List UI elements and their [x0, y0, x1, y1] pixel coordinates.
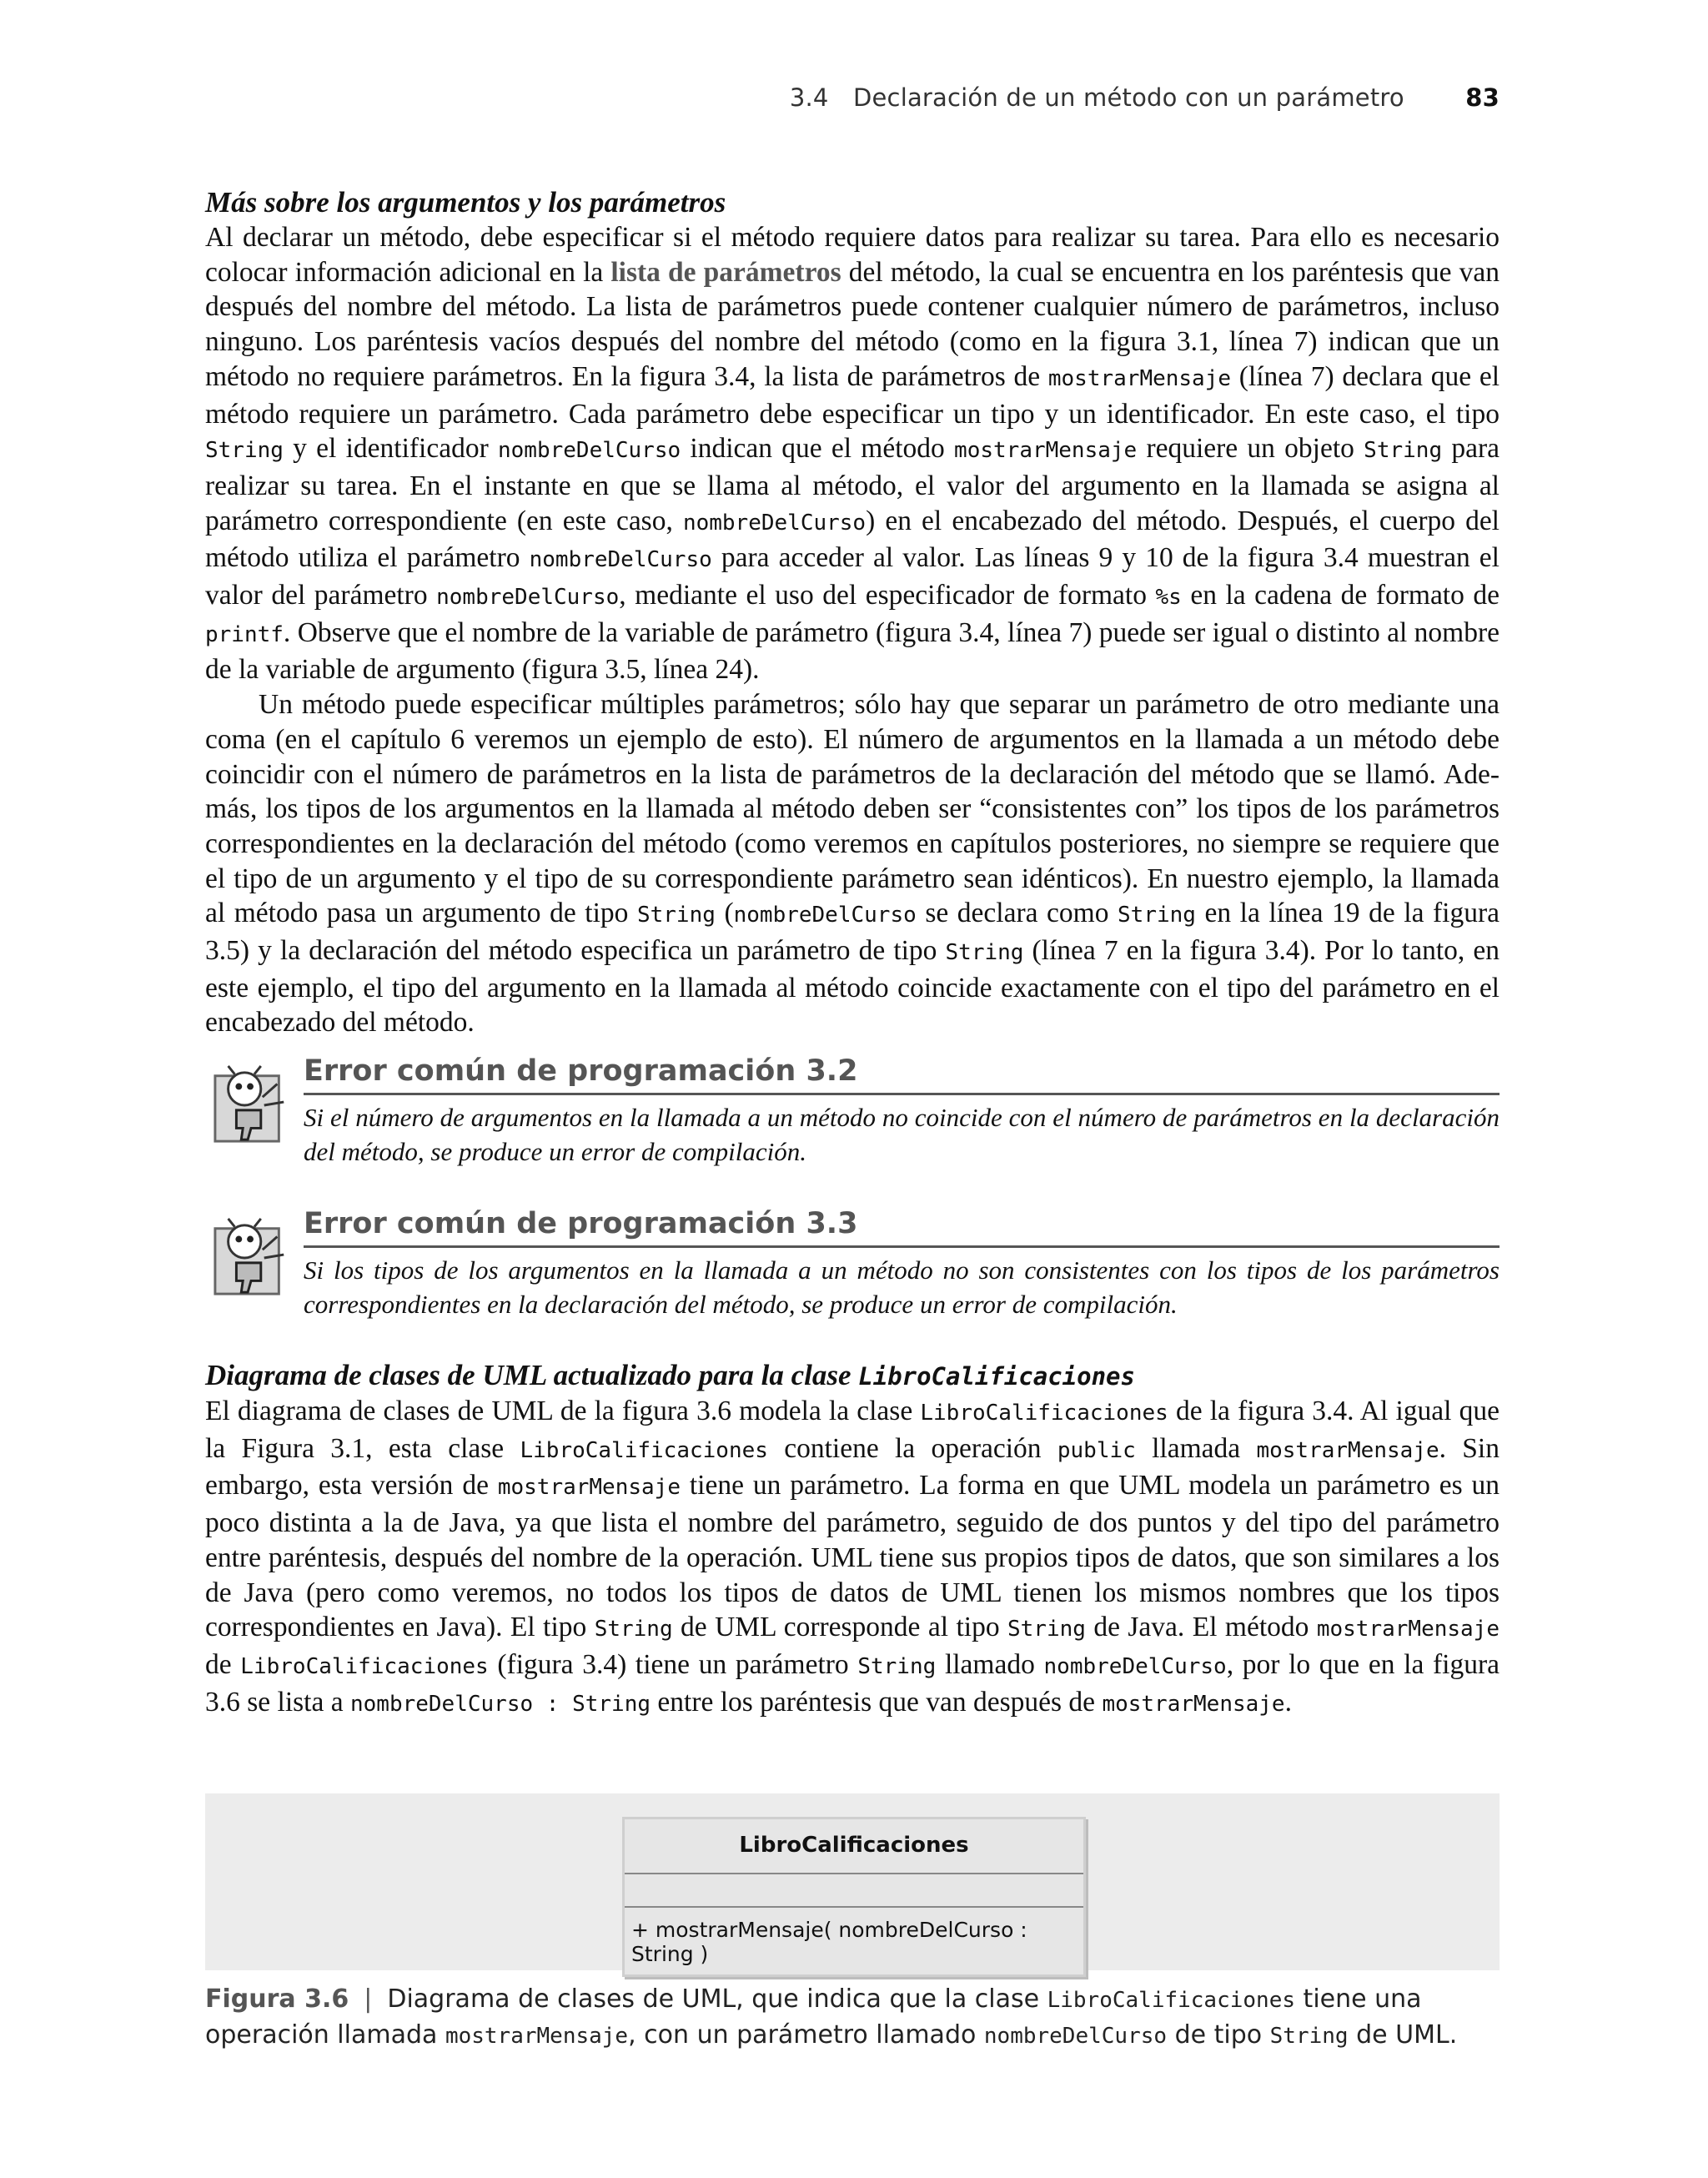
uml-operation: + mostrarMensaje( nombreDelCurso : String )	[631, 1918, 1027, 1966]
inline-code: String	[205, 438, 284, 464]
text-run: (línea 7 en la figura 3.4). Por lo tanto, en este ejemplo, el tipo del argumento en la llamada al método coincide exactamente con el tipo del parámetro en el encabezado del método.	[205, 935, 1500, 1039]
text-run: y el identificador	[283, 433, 498, 465]
text-run: (	[715, 898, 734, 929]
tip-error-3-3	[205, 1205, 1500, 1321]
inline-code: LibroCalificaciones	[920, 1401, 1168, 1426]
inline-code: printf	[205, 621, 284, 647]
uml-attributes-compartment	[625, 1874, 1083, 1908]
inline-code: LibroCalificaciones	[240, 1653, 489, 1679]
heading-arguments: Más sobre los argumentos y los parámetros	[205, 186, 726, 219]
inline-code: public	[1057, 1437, 1136, 1463]
text-run: contiene la operación	[767, 1432, 1057, 1464]
tip-title: Error común de programación 3.2	[304, 1053, 1500, 1095]
heading-uml-code: LibroCalificaciones	[858, 1362, 1135, 1391]
inline-code: nombreDelCurso	[529, 547, 712, 573]
inline-code: nombreDelCurso : String	[349, 1691, 651, 1717]
text-run: (figura 3.4) tiene un parámetro	[488, 1648, 858, 1680]
text-run: tiene una operación llamada	[205, 1984, 1422, 2050]
page-number: 83	[1465, 83, 1500, 112]
text-run: de Java. El método	[1085, 1612, 1317, 1643]
heading-uml: Diagrama de clases de UML actualizado para la clase LibroCalificaciones	[205, 1359, 1135, 1391]
text-run: para realizar su tarea. En el instante en que se llama al método, el valor del argumento en la llamada se asigna al parámetro correspondiente (en este caso,	[205, 433, 1500, 536]
text-run: de UML corresponde al tipo	[672, 1612, 1007, 1643]
text-run: .	[1284, 1686, 1292, 1718]
text-run: . Observe que el nombre de la variable de parámetro (figura 3.4, línea 7) puede ser igual o distinto al nombre de la variable de argumento (figura 3.5, línea 24).	[205, 616, 1500, 686]
text-run: entre los paréntesis que van después de	[651, 1686, 1103, 1718]
text-run: , por lo que en la figura 3.6 se lista a	[205, 1648, 1500, 1718]
inline-code: String	[1118, 903, 1196, 928]
tip-text: Si los tipos de los argumentos en la llamada a un método no son consistentes con los tipos de los parámetros correspondientes en la declaración del método, se produce un error de compilación.	[304, 1255, 1500, 1319]
caption-separator: |	[364, 1984, 373, 2014]
inline-code: String	[594, 1617, 673, 1642]
inline-code: String	[636, 903, 716, 928]
text-run: . Sin embargo, esta versión de	[205, 1432, 1500, 1501]
text-run: del método, la cual se encuentra en los paréntesis que van después del nombre del método. La lista de parámetros puede contener cualquier número de parámetros, incluso ninguno. Los paréntesis vacíos después del nombre del método (como en la figura 3.1, línea 7) indican que un método no requiere parámetros. En la figura 3.4, la lista de parámetros de	[205, 256, 1500, 392]
section-uml	[205, 1358, 1500, 1722]
inline-code: String	[1364, 438, 1443, 464]
caption-text	[205, 1984, 1457, 2050]
thumbs-down-bug-icon	[212, 1217, 294, 1299]
text-run: ) en el encabezado del método. Después, el cuerpo del método utiliza el parámetro	[205, 505, 1500, 574]
tip-error-3-2	[205, 1053, 1500, 1169]
section-title: Declaración de un método con un parámetro	[852, 83, 1404, 112]
section-number: 3.4	[789, 83, 829, 112]
text-run: de UML.	[1348, 2020, 1458, 2050]
inline-code: mostrarMensaje	[1047, 365, 1232, 391]
text-run: en la línea 19 de la figura 3.5) y la declaración del método especifica un parámetro de tipo	[205, 898, 1500, 967]
thumbs-down-bug-icon	[212, 1064, 294, 1146]
tip-text: Si el número de argumentos en la llamada a un método no coincide con el número de parámetros en la declaración del método, se produce un error de compilación.	[304, 1103, 1500, 1166]
text-run: de	[205, 1648, 241, 1680]
text-run: indican que el método	[681, 433, 955, 465]
inline-code: nombreDelCurso	[1043, 1653, 1227, 1679]
text-run: Al declarar un método, debe especificar si el método requiere datos para realizar su tarea. Para ello es necesario colocar información adicional en la	[205, 222, 1500, 288]
section-arguments	[205, 185, 1500, 1040]
text-run: El diagrama de clases de UML de la figura 3.6 modela la clase	[205, 1396, 921, 1426]
inline-code: mostrarMensaje	[954, 438, 1138, 464]
inline-code: %s	[1155, 585, 1182, 611]
tip-title: Error común de programación 3.3	[304, 1205, 1500, 1248]
figure-box	[205, 1793, 1500, 1970]
inline-code: String	[1269, 2024, 1349, 2049]
inline-code: nombreDelCurso	[682, 510, 867, 536]
inline-code: nombreDelCurso	[498, 438, 681, 464]
running-head	[205, 83, 1500, 112]
text-run: se declara como	[916, 898, 1118, 929]
text-run: de tipo	[1167, 2020, 1270, 2050]
inline-code: mostrarMensaje	[497, 1475, 681, 1501]
inline-code: nombreDelCurso	[983, 2024, 1168, 2049]
uml-class-box	[622, 1817, 1086, 1977]
text-run: tiene un parámetro. La forma en que UML modela un parámetro es un poco distinta a la de Java, ya que lista el nombre del parámetro, seguido de dos puntos y del tipo del parámetro entre paréntesis, después del nombre de la operación. UML tiene sus propios tipos de datos, que son similares a los de Java (pero como veremos, no todos los tipos de datos de UML tienen los mismos nombres que los tipos correspondientes en Java). El tipo	[205, 1470, 1500, 1643]
paragraph-arguments-1	[205, 220, 1500, 687]
text-run: Diagrama de clases de UML, que indica que la clase	[387, 1984, 1047, 2014]
text-run: para acceder al valor. Las líneas 9 y 10 de la figura 3.4 muestran el valor del parámetro	[205, 542, 1500, 611]
text-run: requiere un objeto	[1137, 433, 1364, 465]
paragraph-uml	[205, 1394, 1500, 1722]
inline-code: mostrarMensaje	[1102, 1691, 1285, 1717]
figure-3-6	[205, 1793, 1500, 2054]
inline-code: nombreDelCurso	[733, 903, 917, 928]
inline-code: String	[1007, 1617, 1086, 1642]
text-run: llamada	[1135, 1432, 1257, 1464]
text-run: , con un parámetro llamado	[628, 2020, 984, 2050]
inline-code: mostrarMensaje	[1256, 1437, 1439, 1463]
text-run: Un método puede especificar múltiples parámetros; sólo hay que separar un parámetro de otro mediante una coma (en el capítulo 6 veremos un ejemplo de esto). El número de argumentos en la llamada a un método debe coincidir con el número de parámetros en la lista de parámetros de la declaración del método que se llamó. Además, los tipos de los argumentos en la llamada al método deben ser “consistentes con” los tipos de los parámetros correspondientes en la declaración del método (como veremos en capítulos posteriores, no siempre se requiere que el tipo de un argumento y el tipo de su correspondiente parámetro sean idénticos). En nuestro ejemplo, la llamada al método pasa un argumento de tipo	[205, 689, 1500, 929]
inline-code: mostrarMensaje	[1316, 1617, 1500, 1642]
text-run: llamado	[936, 1648, 1044, 1680]
text-run: , mediante el uso del especificador de formato	[619, 580, 1156, 611]
text-run: de la figura 3.4. Al igual que la Figura 3.1, esta clase	[205, 1396, 1500, 1464]
paragraph-arguments-2	[205, 687, 1500, 1040]
inline-code: String	[857, 1653, 937, 1679]
uml-class-name: LibroCalificaciones	[625, 1819, 1083, 1874]
inline-code: mostrarMensaje	[445, 2024, 629, 2049]
figure-caption	[205, 1982, 1500, 2054]
inline-code: nombreDelCurso	[436, 585, 620, 611]
figure-label: Figura 3.6	[205, 1984, 349, 2014]
key-term: lista de parámetros	[610, 256, 841, 288]
inline-code: LibroCalificaciones	[520, 1437, 768, 1463]
text-run: en la cadena de formato de	[1181, 580, 1500, 611]
inline-code: String	[945, 940, 1024, 966]
inline-code: LibroCalificaciones	[1047, 1988, 1296, 2013]
text-run: (línea 7) declara que el método requiere un parámetro. Cada parámetro debe especificar un tipo y un identificador. En este caso, el tipo	[205, 360, 1500, 430]
